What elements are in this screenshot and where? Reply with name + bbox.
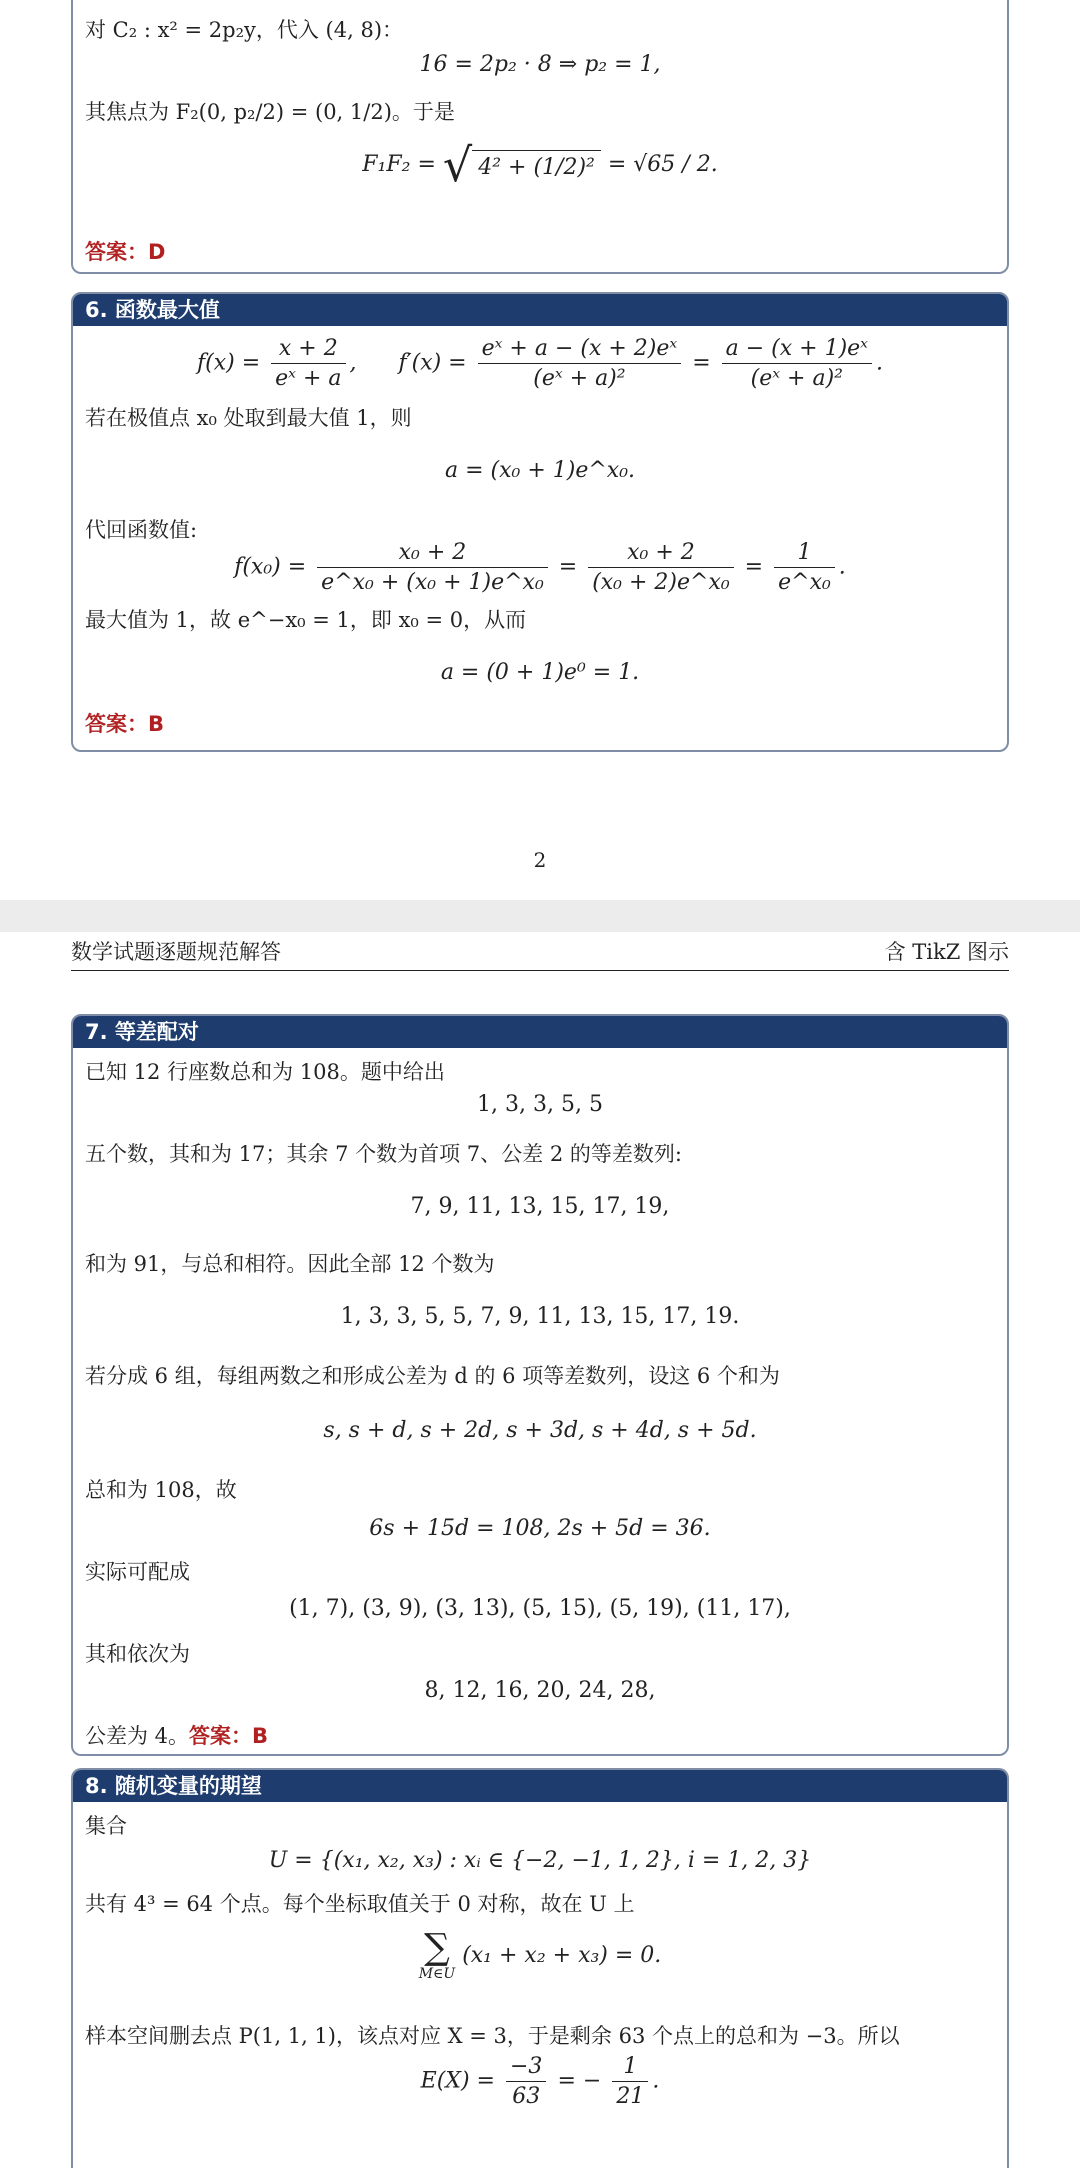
box5-answer: 答案：D [85,240,166,264]
sum-subscript: M∈U [418,1966,456,1982]
box6-eq3-frac1 [317,540,548,595]
box6-eq1-frac2 [478,336,682,391]
box7-line8: 公差为 4。 [85,1724,190,1748]
box8-eq3: E(X) = $\frac{-3}{63}$ = − $\frac{1}{21}$ . [420,2054,660,2109]
frac-den: (x₀ + 2)e^x₀ [592,570,730,595]
running-header [71,932,1009,971]
box8-eq2 [73,1927,1007,1982]
box5-line1: 对 C₂ : x² = 2p₂y，代入 (4, 8)： [85,18,404,42]
box8-line3: 样本空间删去点 P(1, 1, 1)，该点对应 X = 3，于是剩余 63 个点上的总和为 −3。所以 [85,2024,900,2048]
box8-line2: 共有 4³ = 64 个点。每个坐标取值关于 0 对称，故在 U 上 [85,1892,635,1916]
box7-line6: 实际可配成 [85,1560,190,1584]
box6-line3: 最大值为 1，故 e^−x₀ = 1，即 x₀ = 0，从而 [85,608,527,632]
page-gap [0,900,1080,932]
box-7-title: 7. 等差配对 [73,1016,1007,1048]
box6-line1: 若在极值点 x₀ 处取到最大值 1，则 [85,406,412,430]
box7-line5: 总和为 108，故 [85,1478,237,1502]
box6-eq3-frac3 [774,540,835,595]
box5-line2: 其焦点为 F₂(0, p₂/2) = (0, 1/2)。于是 [85,100,455,124]
solution-box-5 [71,0,1009,274]
frac-den: 21 [616,2084,645,2109]
box7-eq5: 6s + 15d = 108, 2s + 5d = 36. [369,1516,711,1541]
box8-eq1: U = {(x₁, x₂, x₃) : xᵢ ∈ {−2, −1, 1, 2}, i = 1, 2, 3} [268,1848,812,1873]
box8-eq2-body: (x₁ + x₂ + x₃) = 0. [462,1943,662,1968]
box6-answer: 答案：B [85,712,165,736]
frac-den: e^x₀ + (x₀ + 1)e^x₀ [321,570,544,595]
box8-eq3-mid: = − [557,2068,602,2094]
sqrt-symbol: √ [442,138,473,192]
box8-eq3-frac2 [612,2054,648,2109]
box6-eq3: f(x₀) = $\frac{\text{x₀ + 2}}{\text{e\textasciicircum{}x₀ + (x₀ + 1)e\textasciicircum{}x₀}}$ = $\frac{\text{x₀ + 2}}{\text{(x₀ + 2)e\textasciicircum{}x₀}}$ = $\frac{1}{\text{e\textasciicircum{}x₀}}$ . [234,540,846,595]
frac-den: (eˣ + a)² [533,366,626,391]
box5-eq1: 16 = 2p₂ · 8 ⇒ p₂ = 1, [419,52,661,77]
box5-eq2 [73,138,1007,192]
box-8-title: 8. 随机变量的期望 [73,1770,1007,1802]
box6-eq1-frac1 [271,336,345,391]
box6-eq2: a = (x₀ + 1)e^x₀. [444,458,636,483]
header-left: 数学试题逐题规范解答 [71,940,281,964]
frac-num: x + 2 [271,336,345,364]
box7-line2: 五个数，其和为 17；其余 7 个数为首项 7、公差 2 的等差数列: [85,1142,682,1166]
sum-symbol: ∑ [424,1927,450,1968]
box8-eq3-left: E(X) = [420,2068,495,2094]
frac-num: x₀ + 2 [588,540,734,568]
box7-eq6: (1, 7), (3, 9), (3, 13), (5, 15), (5, 19), (11, 17), [289,1596,791,1621]
frac-den: 63 [512,2084,541,2109]
box7-eq7: 8, 12, 16, 20, 24, 28, [424,1678,656,1703]
box7-line1: 已知 12 行座数总和为 108。题中给出 [85,1060,445,1084]
solution-box-7 [71,1014,1009,1756]
frac-den: (eˣ + a)² [750,366,843,391]
frac-num: 1 [774,540,835,568]
frac-num: 1 [612,2054,648,2082]
box8-eq3-frac1 [506,2054,546,2109]
box6-eq3-frac2 [588,540,734,595]
page-number: 2 [533,848,547,872]
frac-den: e^x₀ [778,570,831,595]
box6-eq1: f(x) = $\frac{x + 2}{\text{eˣ + a}}$ , f′(x) = $\frac{\text{eˣ + a − (x + 2)eˣ}}{\text{(eˣ + a)²}}$ = $\frac{\text{a − (x + 1)eˣ}}{\text{(eˣ + a)²}}$ . [196,336,883,391]
page-1 [0,0,1080,900]
frac-num: −3 [506,2054,546,2082]
page-2 [0,932,1080,2152]
frac-num: a − (x + 1)eˣ [722,336,872,364]
solution-box-8 [71,1768,1009,2168]
box7-eq4: s, s + d, s + 2d, s + 3d, s + 4d, s + 5d. [323,1418,757,1443]
box7-line7: 其和依次为 [85,1642,190,1666]
box7-line8-wrap [85,1720,268,1750]
frac-num: x₀ + 2 [317,540,548,568]
box6-eq4: a = (0 + 1)e⁰ = 1. [440,660,640,685]
box5-eq2-right: = √65 / 2. [607,152,718,177]
solution-box-6 [71,292,1009,752]
box-6-title: 6. 函数最大值 [73,294,1007,326]
box7-eq3: 1, 3, 3, 5, 5, 7, 9, 11, 13, 15, 17, 19. [340,1304,740,1329]
box7-eq1: 1, 3, 3, 5, 5 [477,1092,603,1117]
box5-eq2-left: F₁F₂ = [362,152,436,177]
box6-line2: 代回函数值: [85,518,198,542]
box7-line3: 和为 91，与总和相符。因此全部 12 个数为 [85,1252,495,1276]
box7-eq2: 7, 9, 11, 13, 15, 17, 19, [410,1194,670,1219]
box6-eq3-left: f(x₀) = [234,554,307,580]
box7-answer: 答案：B [189,1724,269,1748]
frac-den: eˣ + a [275,366,342,391]
frac-num: eˣ + a − (x + 2)eˣ [478,336,682,364]
box6-eq1-fp: f′(x) = [398,350,467,376]
box5-eq2-radicand: 4² + (1/2)² [472,150,601,180]
header-right: 含 TikZ 图示 [884,940,1009,964]
box6-eq1-frac3 [722,336,872,391]
box7-line4: 若分成 6 组，每组两数之和形成公差为 d 的 6 项等差数列，设这 6 个和为 [85,1364,780,1388]
box8-line1: 集合 [85,1814,127,1838]
box6-eq1-f: f(x) = [196,350,261,376]
sum-operator [418,1927,456,1982]
